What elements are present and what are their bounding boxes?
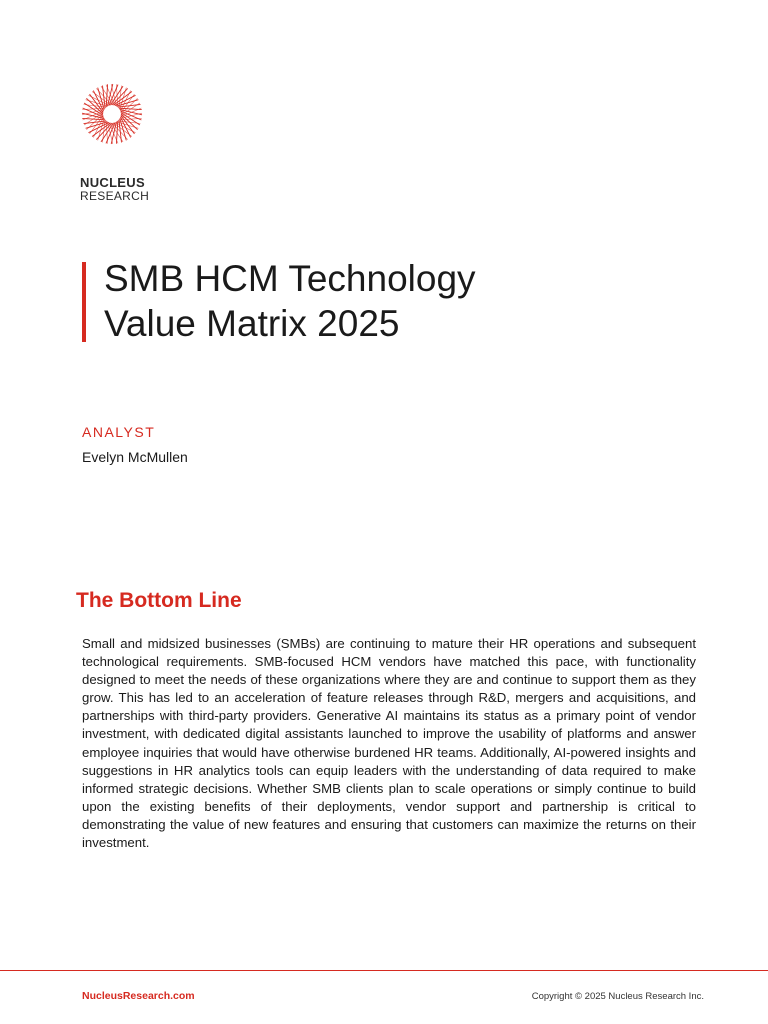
logo-line-nucleus: NUCLEUS xyxy=(80,175,145,190)
analyst-label: ANALYST xyxy=(82,424,156,440)
logo-wordmark xyxy=(80,176,200,203)
report-title-line1: SMB HCM Technology xyxy=(104,258,476,299)
title-accent-bar xyxy=(82,262,86,342)
footer-website-link[interactable]: NucleusResearch.com xyxy=(82,990,195,1002)
bottom-line-paragraph: Small and midsized businesses (SMBs) are continuing to mature their HR operations and subsequent technological requirements. SMB-focused HCM vendors have matched this pace, with functionality designed to meet the needs of these organizations where they are and continue to support them as they grow. This has led to an acceleration of feature releases through R&D, mergers and acquisitions, and partnerships with third-party providers. Generative AI maintains its status as a primary point of vendor investment, with dedicated digital assistants launched to improve the usability of platforms and answer employee inquiries that would have otherwise burdened HR teams. Additionally, AI-powered insights and suggestions in HR analytics tools can equip leaders with the understanding of data required to make informed strategic decisions. Whether SMB clients plan to scale operations or simply continue to build upon the existing benefits of their deployments, vendor support and partnership is critical to demonstrating the value of new features and ensuring that customers can maximize the returns on their investment. xyxy=(82,636,696,851)
section-heading: The Bottom Line xyxy=(76,589,242,612)
nucleus-starburst-logo-icon xyxy=(80,82,144,146)
report-title xyxy=(104,256,704,346)
footer-copyright: Copyright © 2025 Nucleus Research Inc. xyxy=(531,991,704,1002)
footer-divider xyxy=(0,970,768,971)
report-title-line2: Value Matrix 2025 xyxy=(104,303,400,344)
analyst-name: Evelyn McMullen xyxy=(82,449,188,465)
logo-line-research: RESEARCH xyxy=(80,189,150,203)
